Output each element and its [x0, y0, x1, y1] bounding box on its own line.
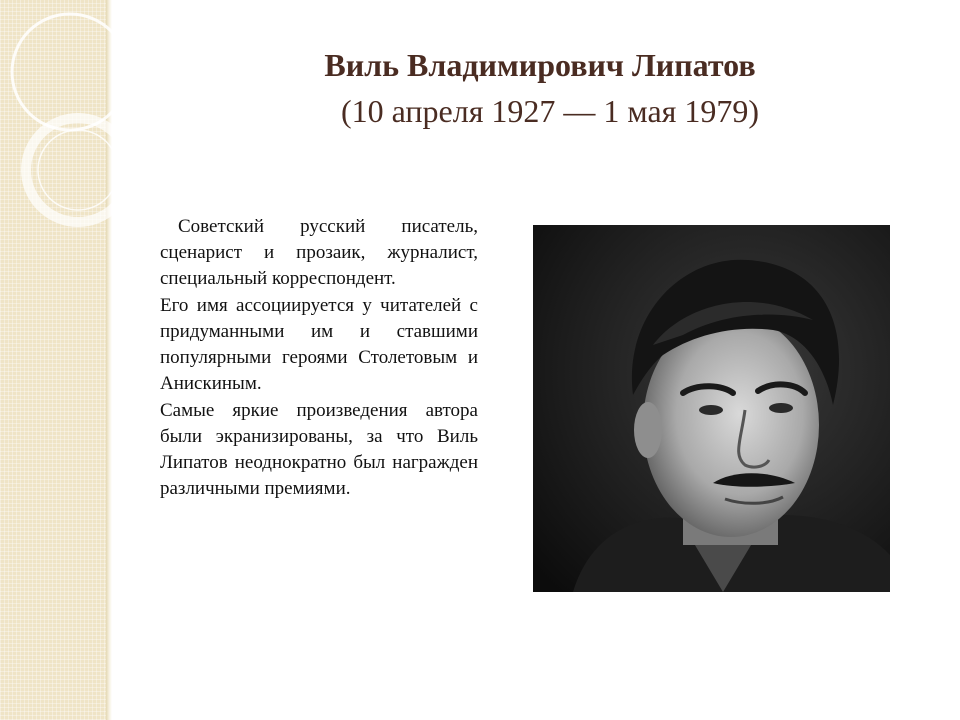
author-portrait-photo: [533, 225, 890, 592]
author-name: Виль Владимирович Липатов: [324, 47, 756, 83]
biography-text: [160, 214, 478, 502]
portrait-photo-icon: [533, 225, 890, 592]
slide-title: [260, 46, 820, 131]
author-lifespan: (10 апреля 1927 — 1 мая 1979): [340, 93, 760, 130]
ring-large: [12, 14, 128, 130]
ring-inner: [38, 130, 118, 210]
paragraph-adaptations: Самые яркие произведения автора были экранизированы, за что Виль Липатов неоднократно был награжден различными премиями.: [160, 399, 478, 500]
ring-thick: [26, 118, 130, 222]
paragraph-profession: Советский русский писатель, сценарист и прозаик, журналист, специальный корреспондент.: [160, 216, 478, 290]
paragraph-heroes: Его имя ассоциируется у читателей с придуманными им и ставшими популярными героями Столетовым и Анискиным.: [160, 294, 478, 395]
decorative-rings: [0, 0, 140, 260]
